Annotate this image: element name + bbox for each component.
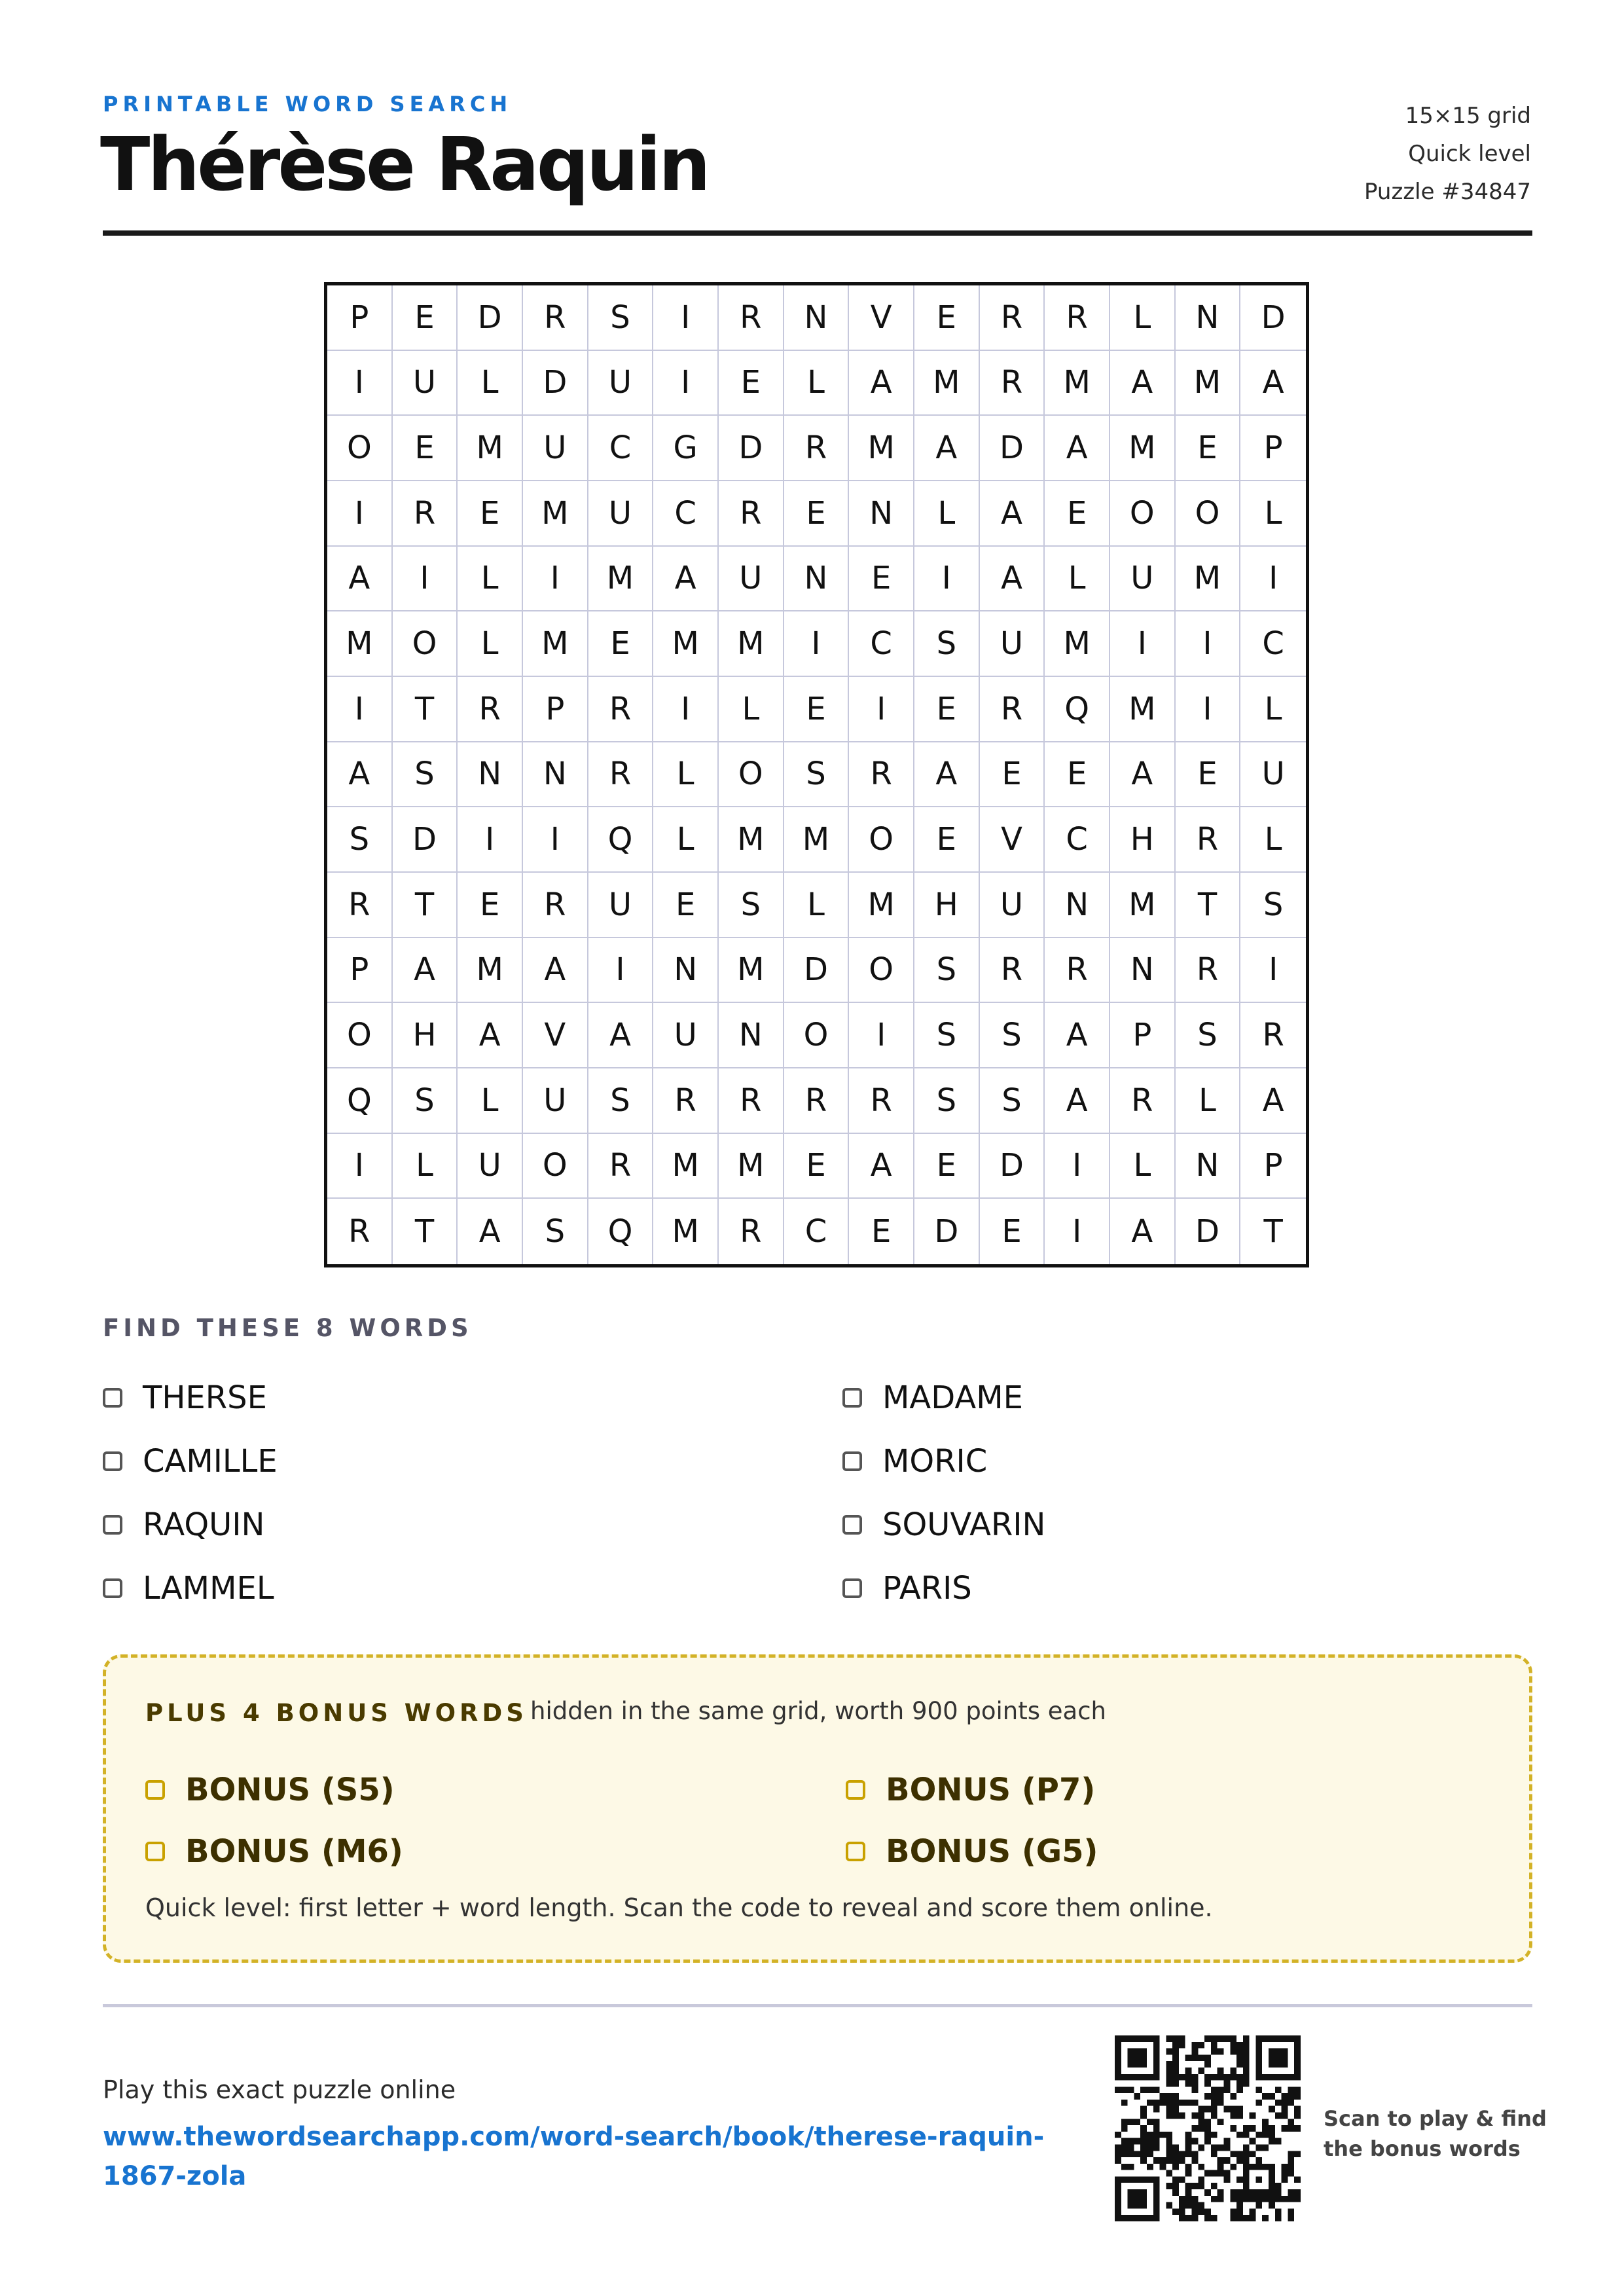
grid-cell[interactable]: L [458,351,523,416]
grid-cell[interactable]: A [914,416,980,481]
grid-cell[interactable]: M [719,807,784,873]
grid-cell[interactable]: V [849,285,914,351]
grid-cell[interactable]: O [1110,481,1176,547]
grid-cell[interactable]: M [784,807,850,873]
grid-cell[interactable]: M [653,611,719,677]
grid-cell[interactable]: E [784,1134,850,1199]
grid-cell[interactable]: E [914,807,980,873]
checkbox-icon[interactable] [842,1451,862,1471]
checkbox-icon[interactable] [842,1578,862,1598]
grid-cell[interactable]: I [523,547,588,612]
grid-cell[interactable]: U [980,611,1045,677]
grid-cell[interactable]: Q [588,1199,654,1264]
grid-cell[interactable]: U [393,351,458,416]
grid-cell[interactable]: N [1176,285,1241,351]
grid-cell[interactable]: R [327,873,393,938]
word-item[interactable] [842,1493,1532,1556]
grid-cell[interactable]: R [1045,285,1110,351]
grid-cell[interactable]: U [588,481,654,547]
grid-cell[interactable]: E [719,351,784,416]
qr-caption-line: the bonus words [1324,2136,1521,2161]
grid-cell[interactable]: I [914,547,980,612]
grid-cell[interactable]: M [458,416,523,481]
grid-cell[interactable]: I [653,677,719,742]
grid-cell[interactable]: S [588,285,654,351]
word-list [103,1366,1532,1620]
grid-cell[interactable]: A [1240,1068,1306,1134]
checkbox-icon[interactable] [103,1451,122,1471]
checkbox-icon[interactable] [842,1388,862,1408]
grid-cell[interactable]: N [1176,1134,1241,1199]
grid-cell[interactable]: N [1110,938,1176,1004]
grid-cell[interactable]: I [458,807,523,873]
grid-cell[interactable]: M [588,547,654,612]
grid-cell[interactable]: R [980,351,1045,416]
grid-cell[interactable]: E [393,285,458,351]
grid-cell[interactable]: P [327,285,393,351]
grid-cell[interactable]: E [849,547,914,612]
grid-cell[interactable]: E [393,416,458,481]
grid-cell[interactable]: U [1240,742,1306,808]
word-label: RAQUIN [143,1506,265,1543]
bonus-word-item[interactable] [145,1759,846,1821]
find-words-heading: FIND THESE 8 WORDS [103,1314,473,1342]
grid-cell[interactable]: C [1240,611,1306,677]
bonus-word-label: BONUS (P7) [886,1772,1096,1808]
puzzle-number-label: Puzzle #34847 [1364,179,1531,205]
grid-cell[interactable]: R [458,677,523,742]
page-title: Thérèse Raquin [100,122,708,208]
grid-cell[interactable]: C [653,481,719,547]
checkbox-icon[interactable] [842,1515,862,1535]
grid-cell[interactable]: N [523,742,588,808]
grid-cell[interactable]: U [653,1003,719,1068]
grid-cell[interactable]: S [327,807,393,873]
grid-cell[interactable]: R [784,416,850,481]
grid-cell[interactable]: S [784,742,850,808]
grid-cell[interactable]: M [458,938,523,1004]
word-label: MORIC [882,1442,988,1480]
header-divider [103,230,1532,236]
grid-cell[interactable]: A [327,547,393,612]
bonus-word-label: BONUS (S5) [185,1772,395,1808]
grid-cell[interactable]: R [1110,1068,1176,1134]
grid-cell[interactable]: R [393,481,458,547]
grid-cell[interactable]: I [327,677,393,742]
grid-cell[interactable]: U [588,873,654,938]
bonus-note: Quick level: first letter + word length. Scan the code to reveal and score them online. [145,1893,1213,1922]
grid-cell[interactable]: A [849,1134,914,1199]
letter-grid[interactable] [324,282,1309,1267]
grid-cell[interactable]: R [588,677,654,742]
grid-cell[interactable]: H [393,1003,458,1068]
grid-cell[interactable]: D [980,416,1045,481]
grid-cell[interactable]: O [327,1003,393,1068]
grid-cell[interactable]: L [1110,1134,1176,1199]
grid-cell[interactable]: D [719,416,784,481]
grid-cell[interactable]: E [1176,742,1241,808]
grid-cell[interactable]: C [849,611,914,677]
grid-cell[interactable]: N [719,1003,784,1068]
grid-cell[interactable]: R [849,742,914,808]
puzzle-meta [1364,97,1531,211]
word-item[interactable] [103,1556,842,1620]
grid-cell[interactable]: V [980,807,1045,873]
grid-cell[interactable]: S [914,938,980,1004]
grid-cell[interactable]: A [980,481,1045,547]
grid-cell[interactable]: I [1176,677,1241,742]
word-item[interactable] [103,1429,842,1493]
grid-cell[interactable]: A [1045,1003,1110,1068]
grid-cell[interactable]: L [914,481,980,547]
grid-cell[interactable]: L [1240,677,1306,742]
grid-cell[interactable]: R [653,1068,719,1134]
grid-cell[interactable]: M [653,1199,719,1264]
word-item[interactable] [842,1556,1532,1620]
puzzle-url-link[interactable]: www.thewordsearchapp.com/word-search/book/therese-raquin-1867-zola [103,2122,1045,2191]
grid-cell[interactable]: S [914,1068,980,1134]
grid-cell[interactable]: A [458,1003,523,1068]
grid-cell[interactable]: S [914,1003,980,1068]
grid-cell[interactable]: D [784,938,850,1004]
bonus-word-label: BONUS (G5) [886,1833,1098,1870]
checkbox-icon[interactable] [103,1578,122,1598]
grid-cell[interactable]: E [1045,742,1110,808]
grid-cell[interactable]: U [1110,547,1176,612]
grid-cell[interactable]: E [914,1134,980,1199]
grid-cell[interactable]: I [849,677,914,742]
grid-cell[interactable]: D [914,1199,980,1264]
grid-cell[interactable]: S [980,1068,1045,1134]
grid-cell[interactable]: I [1110,611,1176,677]
grid-cell[interactable]: E [458,481,523,547]
grid-cell[interactable]: U [523,416,588,481]
grid-cell[interactable]: L [393,1134,458,1199]
grid-cell[interactable]: S [1240,873,1306,938]
word-item[interactable] [842,1366,1532,1429]
grid-cell[interactable]: O [849,938,914,1004]
grid-cell[interactable]: R [849,1068,914,1134]
grid-cell[interactable]: R [719,285,784,351]
word-label: CAMILLE [143,1442,278,1480]
grid-cell[interactable]: A [327,742,393,808]
word-item[interactable] [842,1429,1532,1493]
grid-cell[interactable]: S [719,873,784,938]
grid-cell[interactable]: L [458,611,523,677]
grid-cell[interactable]: I [653,285,719,351]
grid-cell[interactable]: D [980,1134,1045,1199]
grid-cell[interactable]: E [849,1199,914,1264]
grid-cell[interactable]: L [784,873,850,938]
checkbox-icon[interactable] [846,1842,865,1861]
grid-cell[interactable]: G [653,416,719,481]
grid-cell[interactable]: M [849,416,914,481]
grid-cell[interactable]: D [1176,1199,1241,1264]
grid-cell[interactable]: S [588,1068,654,1134]
grid-cell[interactable]: I [523,807,588,873]
grid-cell[interactable]: U [458,1134,523,1199]
grid-cell[interactable]: R [719,1199,784,1264]
grid-cell[interactable]: E [914,677,980,742]
grid-cell[interactable]: D [393,807,458,873]
grid-cell[interactable]: M [1045,611,1110,677]
grid-cell[interactable]: M [1176,547,1241,612]
bonus-heading: PLUS 4 BONUS WORDS [145,1699,528,1727]
grid-cell[interactable]: O [393,611,458,677]
grid-cell[interactable]: R [588,742,654,808]
play-online-label: Play this exact puzzle online [103,2075,456,2104]
checkbox-icon[interactable] [145,1842,165,1861]
checkbox-icon[interactable] [103,1515,122,1535]
grid-cell[interactable]: O [1176,481,1241,547]
grid-cell[interactable]: M [523,481,588,547]
grid-cell[interactable]: L [719,677,784,742]
grid-cell[interactable]: R [523,285,588,351]
grid-cell[interactable]: R [588,1134,654,1199]
grid-cell[interactable]: T [1263,1213,1283,1250]
grid-cell[interactable]: L [458,1068,523,1134]
grid-cell[interactable]: Q [588,807,654,873]
grid-cell[interactable]: O [327,416,393,481]
word-label: PARIS [882,1569,972,1607]
grid-cell[interactable]: R [980,285,1045,351]
grid-cell[interactable]: D [458,285,523,351]
grid-cell[interactable]: I [327,481,393,547]
grid-cell[interactable]: T [1176,873,1241,938]
grid-cell[interactable]: C [784,1199,850,1264]
grid-cell[interactable]: N [458,742,523,808]
bonus-subheading: hidden in the same grid, worth 900 points each [530,1697,1106,1725]
grid-cell[interactable]: I [1240,547,1306,612]
grid-size-label: 15×15 grid [1405,103,1531,129]
grid-cell[interactable]: A [458,1199,523,1264]
grid-cell[interactable]: R [719,481,784,547]
grid-cell[interactable]: A [1110,742,1176,808]
grid-cell[interactable]: M [1176,351,1241,416]
grid-cell[interactable]: N [653,938,719,1004]
grid-cell[interactable]: S [914,611,980,677]
grid-cell[interactable]: R [1176,807,1241,873]
grid-cell[interactable]: C [588,416,654,481]
level-label: Quick level [1408,141,1531,167]
grid-cell[interactable]: I [849,1003,914,1068]
grid-cell[interactable]: P [1240,1134,1306,1199]
grid-cell[interactable]: T [393,677,458,742]
grid-cell[interactable]: A [1045,416,1110,481]
grid-cell[interactable]: M [1110,873,1176,938]
word-label: MADAME [882,1379,1023,1416]
grid-cell[interactable]: M [849,873,914,938]
grid-cell[interactable]: E [980,742,1045,808]
grid-cell[interactable]: V [523,1003,588,1068]
grid-cell[interactable]: L [1240,807,1306,873]
grid-cell[interactable]: S [980,1003,1045,1068]
grid-cell[interactable]: N [1045,873,1110,938]
grid-cell[interactable]: I [1240,938,1306,1004]
grid-cell[interactable]: R [980,677,1045,742]
grid-cell[interactable]: S [1176,1003,1241,1068]
grid-cell[interactable]: M [1110,677,1176,742]
qr-code-icon[interactable] [1115,2035,1301,2221]
grid-cell[interactable]: A [1110,351,1176,416]
grid-cell[interactable]: R [1176,938,1241,1004]
grid-cell[interactable]: A [653,547,719,612]
grid-cell[interactable]: I [653,351,719,416]
bonus-word-item[interactable] [846,1821,1494,1882]
grid-cell[interactable]: H [914,873,980,938]
grid-cell[interactable]: A [1240,351,1306,416]
grid-cell[interactable]: U [719,547,784,612]
bonus-word-list [145,1759,1494,1882]
grid-cell[interactable]: E [1176,416,1241,481]
grid-cell[interactable]: I [1045,1199,1110,1264]
grid-cell[interactable]: U [980,873,1045,938]
grid-cell[interactable]: A [1110,1199,1176,1264]
checkbox-icon[interactable] [846,1780,865,1800]
grid-cell[interactable]: I [1045,1134,1110,1199]
word-label: THERSE [143,1379,267,1416]
grid-cell[interactable]: O [719,742,784,808]
grid-cell[interactable]: M [327,611,393,677]
grid-cell[interactable]: E [980,1199,1045,1264]
grid-cell[interactable]: M [1110,416,1176,481]
grid-cell[interactable]: P [523,677,588,742]
grid-cell[interactable]: A [914,742,980,808]
word-item[interactable] [103,1493,842,1556]
word-label: SOUVARIN [882,1506,1046,1543]
grid-cell[interactable]: I [784,611,850,677]
grid-cell[interactable]: A [523,938,588,1004]
grid-cell[interactable]: A [849,351,914,416]
grid-cell[interactable]: Q [327,1068,393,1134]
grid-cell[interactable]: E [653,873,719,938]
grid-cell[interactable]: N [849,481,914,547]
grid-cell[interactable]: L [1240,481,1306,547]
bonus-word-label: BONUS (M6) [185,1833,403,1870]
grid-cell[interactable]: R [523,873,588,938]
grid-cell[interactable]: T [393,1199,458,1264]
grid-cell[interactable]: R [1045,938,1110,1004]
grid-cell[interactable]: U [588,351,654,416]
grid-cell[interactable]: M [719,938,784,1004]
grid-cell[interactable]: R [719,1068,784,1134]
grid-cell[interactable]: M [523,611,588,677]
checkbox-icon[interactable] [145,1780,165,1800]
grid-cell[interactable]: O [523,1134,588,1199]
grid-cell[interactable]: I [327,1134,393,1199]
footer-divider [103,2004,1532,2007]
page-kicker: PRINTABLE WORD SEARCH [103,92,513,117]
grid-cell[interactable]: L [653,807,719,873]
grid-cell[interactable]: E [914,285,980,351]
grid-cell[interactable]: H [1110,807,1176,873]
grid-cell[interactable]: M [914,351,980,416]
grid-cell[interactable]: A [980,547,1045,612]
grid-cell[interactable]: I [393,547,458,612]
qr-caption-line: Scan to play & find [1324,2106,1547,2131]
grid-cell[interactable]: C [1045,807,1110,873]
grid-cell[interactable]: M [719,611,784,677]
bonus-word-item[interactable] [145,1821,846,1882]
grid-cell[interactable]: U [523,1068,588,1134]
grid-cell[interactable]: S [523,1199,588,1264]
grid-cell[interactable]: E [458,873,523,938]
bonus-panel [103,1654,1532,1963]
grid-cell[interactable]: M [653,1134,719,1199]
grid-cell[interactable]: O [849,807,914,873]
grid-cell[interactable]: R [784,1068,850,1134]
grid-cell[interactable]: I [327,351,393,416]
grid-cell[interactable]: A [588,1003,654,1068]
grid-cell[interactable]: L [653,742,719,808]
grid-cell[interactable]: M [719,1134,784,1199]
grid-cell[interactable]: R [327,1199,393,1264]
grid-cell[interactable]: S [393,742,458,808]
grid-cell[interactable]: L [458,547,523,612]
grid-cell[interactable]: E [1045,481,1110,547]
grid-cell[interactable]: E [784,677,850,742]
grid-cell[interactable]: L [1110,285,1176,351]
grid-cell[interactable]: I [588,938,654,1004]
word-label: LAMMEL [143,1569,274,1607]
grid-cell[interactable]: M [1045,351,1110,416]
grid-cell[interactable]: A [1045,1068,1110,1134]
grid-cell[interactable]: I [1176,611,1241,677]
grid-cell[interactable]: T [393,873,458,938]
grid-cell[interactable]: L [784,351,850,416]
grid-cell[interactable]: P [327,938,393,1004]
bonus-word-item[interactable] [846,1759,1494,1821]
grid-cell[interactable]: D [1240,285,1306,351]
grid-cell[interactable]: E [784,481,850,547]
checkbox-icon[interactable] [103,1388,122,1408]
grid-cell[interactable]: L [1045,547,1110,612]
grid-cell[interactable]: A [393,938,458,1004]
grid-cell[interactable]: E [588,611,654,677]
grid-cell[interactable]: R [980,938,1045,1004]
grid-cell[interactable]: O [784,1003,850,1068]
grid-cell[interactable]: P [1110,1003,1176,1068]
grid-cell[interactable]: P [1240,416,1306,481]
grid-cell[interactable]: S [393,1068,458,1134]
grid-cell[interactable]: N [784,285,850,351]
word-item[interactable] [103,1366,842,1429]
grid-cell[interactable]: Q [1045,677,1110,742]
grid-cell[interactable]: N [784,547,850,612]
grid-cell[interactable]: R [1240,1003,1306,1068]
qr-caption [1324,2104,1547,2164]
grid-cell[interactable]: L [1176,1068,1241,1134]
grid-cell[interactable]: D [523,351,588,416]
